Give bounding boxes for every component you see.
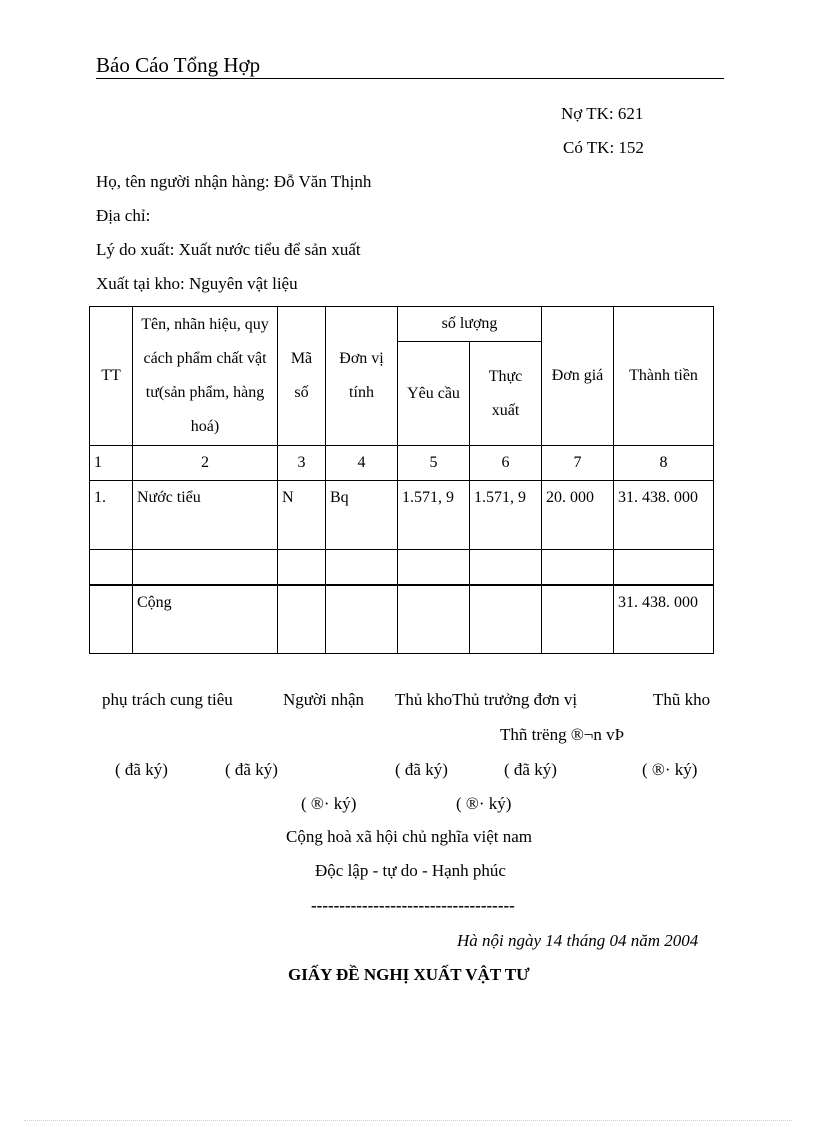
signed-keeper: ( đã ký) <box>395 760 448 779</box>
receiver-line: Họ, tên người nhận hàng: Đỗ Văn Thịnh <box>96 172 372 191</box>
signed-receiver: ( đã ký) <box>225 760 278 779</box>
row-tt: 1. <box>90 481 133 550</box>
row-name: Nước tiểu <box>133 481 278 550</box>
header-actual: Thực xuất <box>470 342 542 446</box>
debit-account: Nợ TK: 621 <box>561 104 644 123</box>
signed-garbled-left: ( ®· ký) <box>301 794 357 813</box>
row-amount: 31. 438. 000 <box>614 481 714 550</box>
col-number: 7 <box>542 446 614 481</box>
row-price: 20. 000 <box>542 481 614 550</box>
col-number: 8 <box>614 446 714 481</box>
header-unit: Đơn vị tính <box>326 307 398 446</box>
header-tt: TT <box>90 307 133 446</box>
role-supply: phụ trách cung tiêu <box>102 690 233 709</box>
materials-table <box>89 306 714 654</box>
document-title: GIẤY ĐỀ NGHỊ XUẤT VẬT TƯ <box>288 965 530 984</box>
role-receiver: Người nhận <box>283 690 364 709</box>
header-name: Tên, nhãn hiệu, quy cách phẩm chất vật tư(sản phẩm, hàng hoá) <box>133 307 278 446</box>
signed-keeper-garbled: ( ®· ký) <box>642 760 698 779</box>
page-header <box>96 52 724 79</box>
signed-head: ( đã ký) <box>504 760 557 779</box>
date-line: Hà nội ngày 14 tháng 04 năm 2004 <box>457 931 699 950</box>
header-quantity: số lượng <box>398 307 542 342</box>
col-number: 2 <box>133 446 278 481</box>
warehouse-line: Xuất tại kho: Nguyên vật liệu <box>96 274 298 293</box>
row-code: N <box>278 481 326 550</box>
total-label: Cộng <box>133 585 278 654</box>
motto-separator: ------------------------------------ <box>311 896 515 915</box>
header-title: Báo Cáo Tổng Hợp <box>96 53 261 77</box>
col-number: 3 <box>278 446 326 481</box>
row-actual: 1.571, 9 <box>470 481 542 550</box>
signed-garbled-right: ( ®· ký) <box>456 794 512 813</box>
col-number: 1 <box>90 446 133 481</box>
page-bottom-border <box>24 1120 792 1121</box>
total-row <box>90 585 714 654</box>
col-number: 6 <box>470 446 542 481</box>
header-code: Mã số <box>278 307 326 446</box>
row-unit: Bq <box>326 481 398 550</box>
motto-country: Cộng hoà xã hội chủ nghĩa việt nam <box>286 827 532 846</box>
table-row <box>90 481 714 550</box>
credit-account: Có TK: 152 <box>563 138 644 157</box>
header-amount: Thành tiền <box>614 307 714 446</box>
col-number: 5 <box>398 446 470 481</box>
address-line: Địa chỉ: <box>96 206 151 225</box>
reason-line: Lý do xuất: Xuất nước tiểu để sản xuất <box>96 240 361 259</box>
signed-supply: ( đã ký) <box>115 760 168 779</box>
empty-row <box>90 550 714 585</box>
role-keeper-head: Thủ khoThủ trưởng đơn vị <box>395 690 578 709</box>
header-requested: Yêu cầu <box>398 342 470 446</box>
header-price: Đơn giá <box>542 307 614 446</box>
col-number: 4 <box>326 446 398 481</box>
role-keeper: Thũ kho <box>653 690 711 709</box>
total-amount: 31. 438. 000 <box>614 585 714 654</box>
row-requested: 1.571, 9 <box>398 481 470 550</box>
motto-slogan: Độc lập - tự do - Hạnh phúc <box>315 861 506 880</box>
column-number-row <box>90 446 714 481</box>
role-head-garbled: Thñ trëng ®¬n vÞ <box>500 725 625 744</box>
